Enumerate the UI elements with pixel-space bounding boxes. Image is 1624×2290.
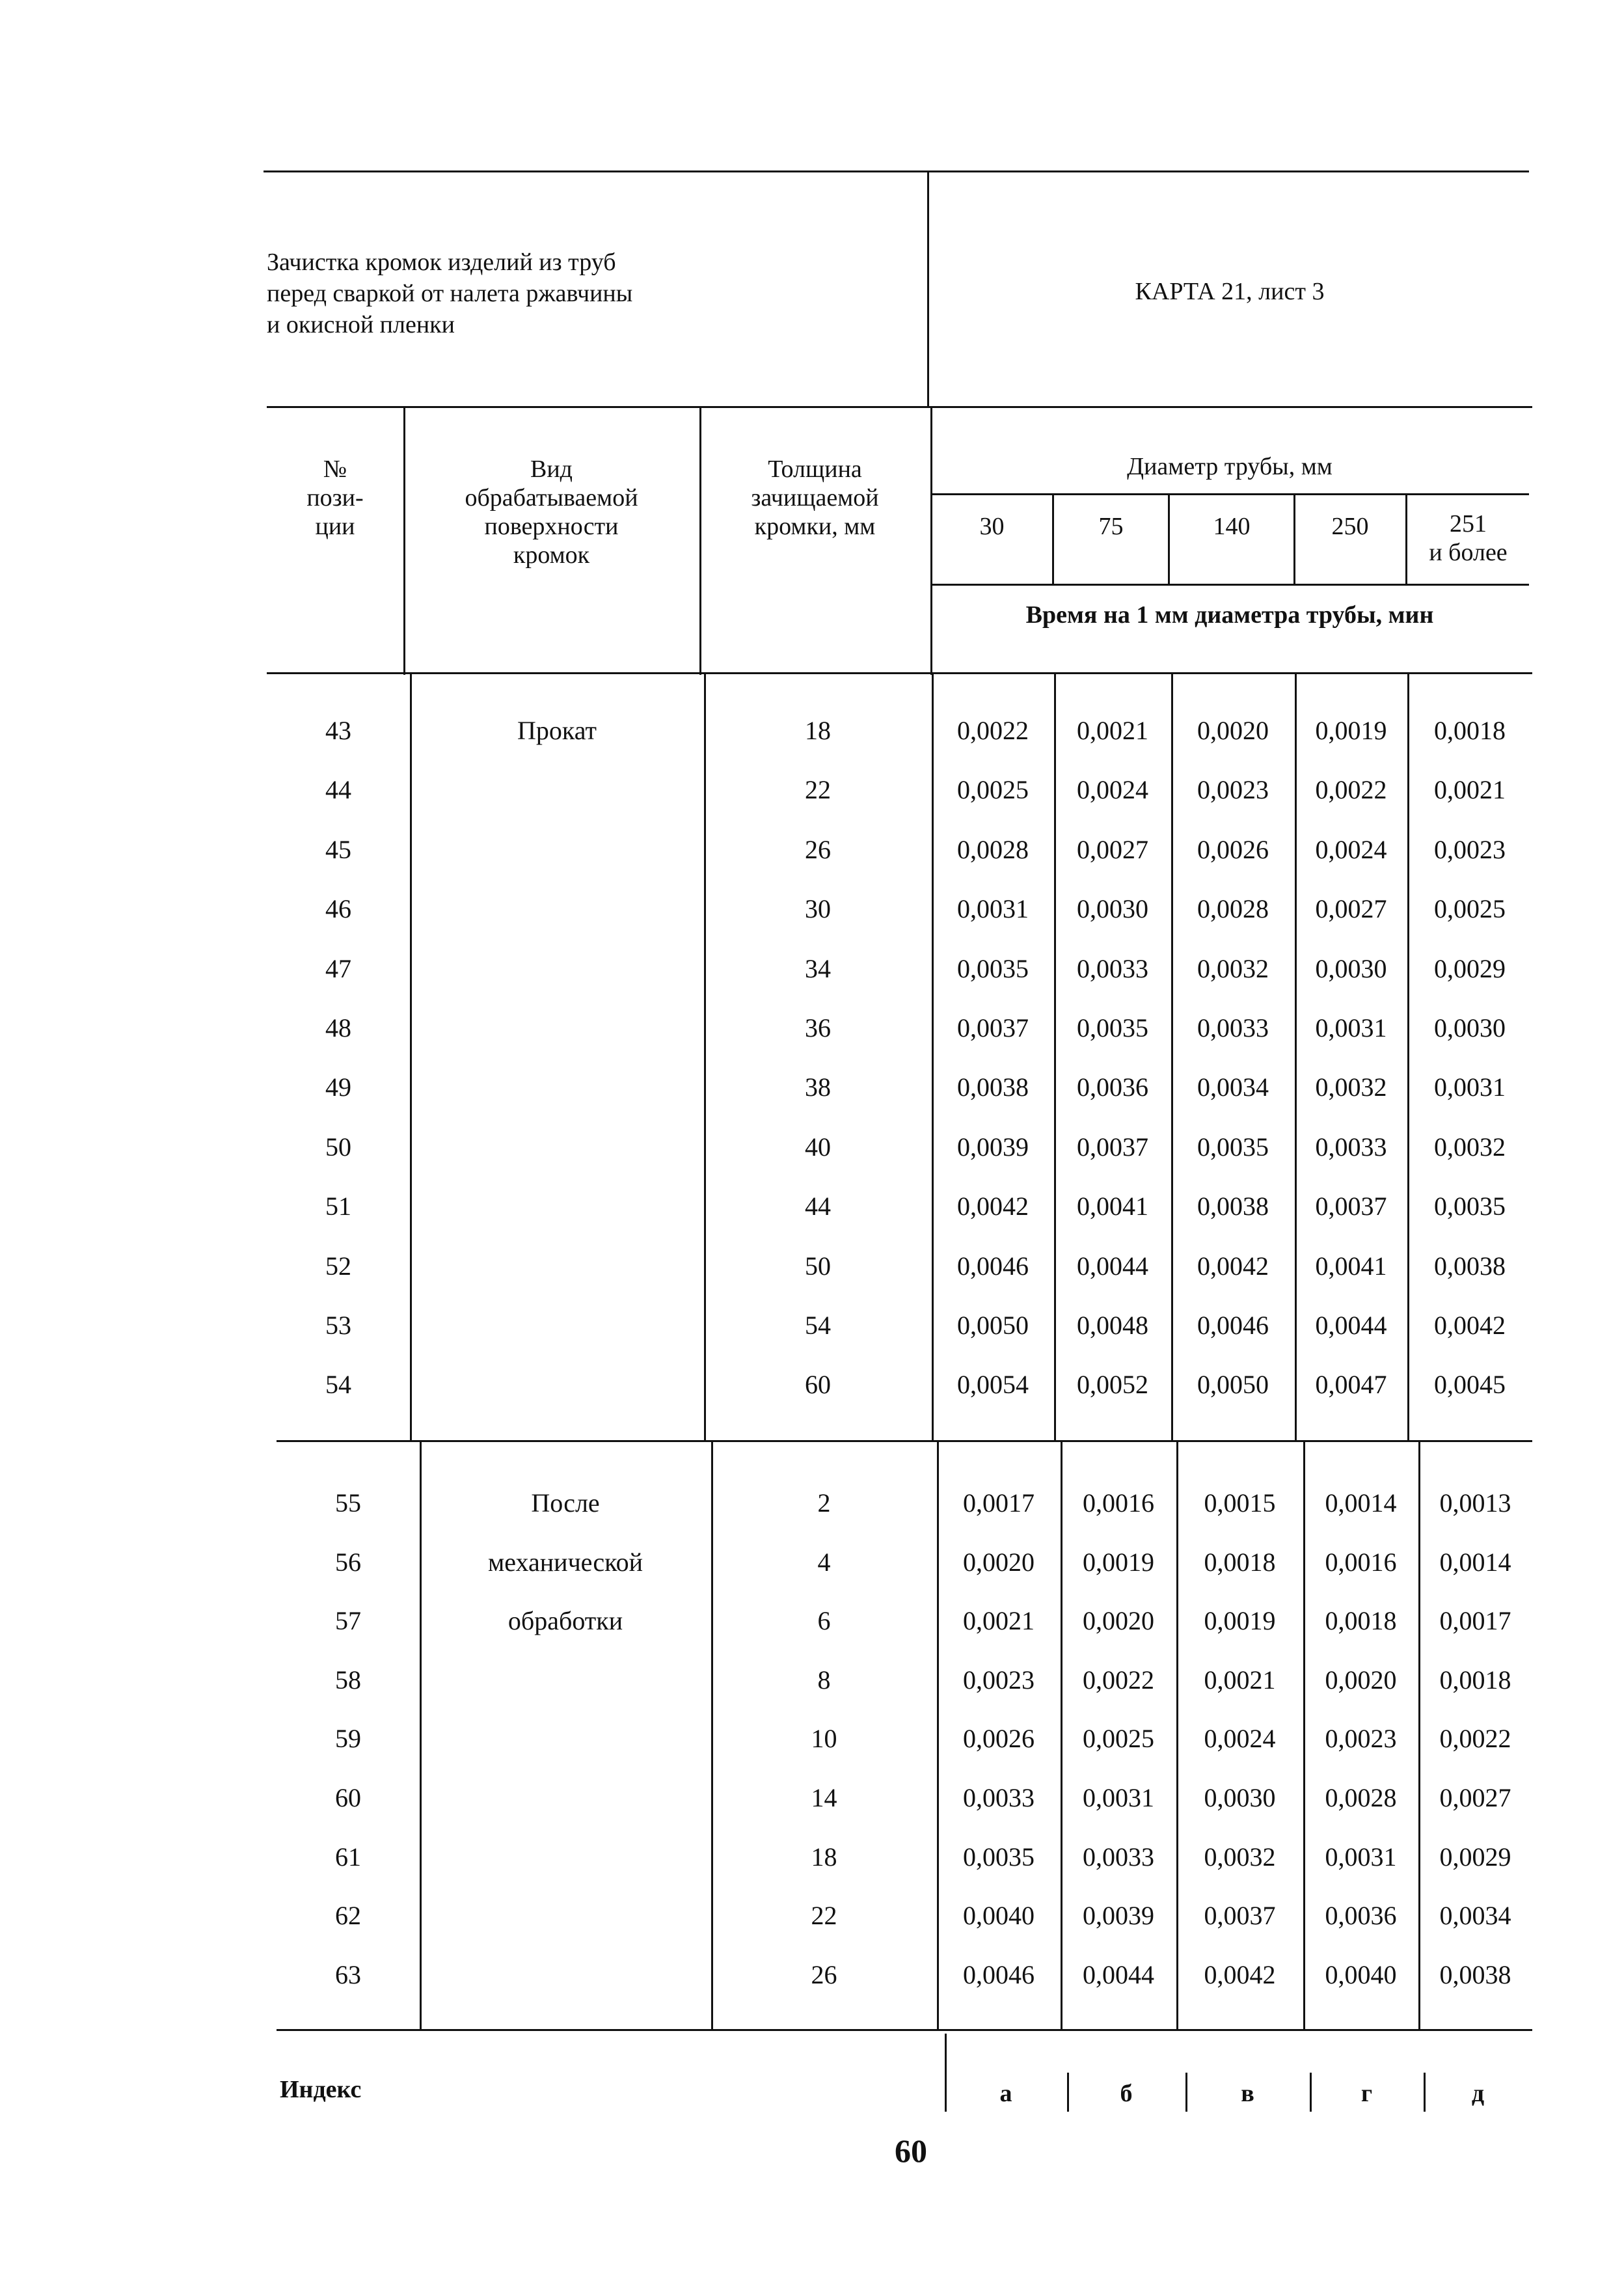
time-value: 0,0026 xyxy=(1197,834,1269,864)
time-value: 0,0019 xyxy=(1204,1606,1276,1636)
diameter-140: 140 xyxy=(1213,513,1251,540)
time-value: 0,0018 xyxy=(1325,1606,1397,1636)
edge-thickness: 40 xyxy=(805,1132,831,1162)
time-value: 0,0018 xyxy=(1434,716,1506,745)
time-value: 0,0040 xyxy=(963,1901,1035,1931)
time-value: 0,0038 xyxy=(1197,1192,1269,1221)
edge-thickness: 50 xyxy=(805,1251,831,1281)
time-value: 0,0013 xyxy=(1439,1488,1511,1518)
time-value: 0,0031 xyxy=(1315,1013,1387,1043)
header-surface-line-1: Вид xyxy=(530,456,573,483)
time-value: 0,0030 xyxy=(1315,953,1387,983)
time-value: 0,0025 xyxy=(1083,1724,1154,1754)
position-number: 60 xyxy=(335,1783,361,1812)
edge-thickness: 44 xyxy=(805,1192,831,1221)
time-value: 0,0033 xyxy=(1315,1132,1387,1162)
time-value: 0,0027 xyxy=(1315,894,1387,924)
time-value: 0,0020 xyxy=(963,1547,1035,1577)
time-value: 0,0035 xyxy=(963,1842,1035,1872)
edge-thickness: 6 xyxy=(817,1606,831,1636)
time-value: 0,0027 xyxy=(1077,834,1148,864)
diameter-251: 251 xyxy=(1450,510,1487,538)
time-value: 0,0019 xyxy=(1315,716,1387,745)
position-number: 50 xyxy=(325,1132,351,1162)
time-value: 0,0042 xyxy=(1434,1311,1506,1340)
time-value: 0,0022 xyxy=(957,716,1029,745)
header-num-line-1: № xyxy=(323,456,347,483)
time-value: 0,0026 xyxy=(963,1724,1035,1754)
time-value: 0,0033 xyxy=(1083,1842,1154,1872)
position-number: 44 xyxy=(325,775,351,805)
time-value: 0,0022 xyxy=(1439,1724,1511,1754)
time-value: 0,0014 xyxy=(1439,1547,1511,1577)
time-value: 0,0045 xyxy=(1434,1370,1506,1400)
edge-thickness: 36 xyxy=(805,1013,831,1043)
position-number: 52 xyxy=(325,1251,351,1281)
doc-title-line-1: Зачистка кромок изделий из труб xyxy=(267,249,616,276)
group-divider-rule xyxy=(277,1440,1532,1442)
time-value: 0,0016 xyxy=(1083,1488,1154,1518)
time-value: 0,0025 xyxy=(957,775,1029,805)
index-letter-v: в xyxy=(1241,2080,1254,2107)
time-value: 0,0025 xyxy=(1434,894,1506,924)
position-number: 61 xyxy=(335,1842,361,1872)
edge-thickness: 60 xyxy=(805,1370,831,1400)
time-value: 0,0035 xyxy=(1077,1013,1148,1043)
surface-type-label: Прокат xyxy=(517,716,597,745)
position-number: 58 xyxy=(335,1665,361,1695)
time-value: 0,0023 xyxy=(1197,775,1269,805)
time-value: 0,0047 xyxy=(1315,1370,1387,1400)
header-num-line-3: ции xyxy=(315,513,355,540)
position-number: 59 xyxy=(335,1724,361,1754)
time-value: 0,0044 xyxy=(1315,1311,1387,1340)
time-value: 0,0033 xyxy=(1077,953,1148,983)
position-number: 54 xyxy=(325,1370,351,1400)
time-value: 0,0016 xyxy=(1325,1547,1397,1577)
edge-thickness: 18 xyxy=(811,1842,837,1872)
surface-type-label: После xyxy=(531,1488,600,1518)
time-value: 0,0032 xyxy=(1434,1132,1506,1162)
time-value: 0,0035 xyxy=(957,953,1029,983)
index-letter-a: а xyxy=(999,2080,1012,2107)
time-value: 0,0036 xyxy=(1077,1072,1148,1102)
time-value: 0,0029 xyxy=(1439,1842,1511,1872)
header-num-line-2: пози- xyxy=(306,484,364,511)
time-value: 0,0036 xyxy=(1325,1901,1397,1931)
time-value: 0,0024 xyxy=(1077,775,1148,805)
surface-type-label: обработки xyxy=(508,1606,623,1636)
time-value: 0,0030 xyxy=(1434,1013,1506,1043)
edge-thickness: 2 xyxy=(817,1488,831,1518)
edge-thickness: 4 xyxy=(817,1547,831,1577)
position-number: 47 xyxy=(325,953,351,983)
edge-thickness: 8 xyxy=(817,1665,831,1695)
time-value: 0,0054 xyxy=(957,1370,1029,1400)
doc-title-line-2: перед сваркой от налета ржавчины xyxy=(267,280,633,307)
time-value: 0,0027 xyxy=(1439,1783,1511,1812)
time-value: 0,0044 xyxy=(1083,1959,1154,1989)
time-value: 0,0022 xyxy=(1083,1665,1154,1695)
diameter-values-rule xyxy=(930,584,1529,586)
edge-thickness: 38 xyxy=(805,1072,831,1102)
time-value: 0,0020 xyxy=(1325,1665,1397,1695)
time-value: 0,0031 xyxy=(1325,1842,1397,1872)
diameter-title: Диаметр трубы, мм xyxy=(1127,453,1333,480)
edge-thickness: 26 xyxy=(811,1959,837,1989)
header-surface-line-4: кромок xyxy=(513,541,590,569)
time-value: 0,0032 xyxy=(1204,1842,1276,1872)
header-surface-line-3: поверхности xyxy=(484,513,619,540)
time-value: 0,0034 xyxy=(1439,1901,1511,1931)
time-value: 0,0035 xyxy=(1434,1192,1506,1221)
time-value: 0,0024 xyxy=(1204,1724,1276,1754)
edge-thickness: 30 xyxy=(805,894,831,924)
time-value: 0,0032 xyxy=(1315,1072,1387,1102)
edge-thickness: 26 xyxy=(805,834,831,864)
col-divider-thickness xyxy=(930,408,932,675)
top-rule xyxy=(264,170,1529,172)
time-value: 0,0041 xyxy=(1315,1251,1387,1281)
time-value: 0,0030 xyxy=(1077,894,1148,924)
header-thickness-line-1: Толщина xyxy=(768,456,862,483)
time-value: 0,0032 xyxy=(1197,953,1269,983)
doc-title-line-3: и окисной пленки xyxy=(267,311,455,338)
time-value: 0,0033 xyxy=(963,1783,1035,1812)
time-value: 0,0042 xyxy=(1197,1251,1269,1281)
time-value: 0,0019 xyxy=(1083,1547,1154,1577)
diameter-251-extra: и более xyxy=(1429,539,1508,566)
time-value: 0,0050 xyxy=(957,1311,1029,1340)
g2-divider-pos xyxy=(420,1442,422,2031)
surface-type-label: механической xyxy=(487,1547,643,1577)
time-value: 0,0028 xyxy=(1325,1783,1397,1812)
position-number: 48 xyxy=(325,1013,351,1043)
time-value: 0,0039 xyxy=(957,1132,1029,1162)
time-value: 0,0020 xyxy=(1197,716,1269,745)
position-number: 55 xyxy=(335,1488,361,1518)
time-value: 0,0038 xyxy=(1439,1959,1511,1989)
time-value: 0,0037 xyxy=(1077,1132,1148,1162)
position-number: 45 xyxy=(325,834,351,864)
time-value: 0,0046 xyxy=(1197,1311,1269,1340)
time-title: Время на 1 мм диаметра трубы, мин xyxy=(1025,601,1434,629)
time-value: 0,0021 xyxy=(1077,716,1148,745)
position-number: 57 xyxy=(335,1606,361,1636)
diameter-title-rule xyxy=(930,493,1529,495)
page-number: 60 xyxy=(895,2133,927,2169)
position-number: 62 xyxy=(335,1901,361,1931)
diameter-75: 75 xyxy=(1098,513,1124,540)
edge-thickness: 18 xyxy=(805,716,831,745)
table-bottom-rule xyxy=(277,2029,1532,2031)
time-value: 0,0023 xyxy=(1434,834,1506,864)
time-value: 0,0014 xyxy=(1325,1488,1397,1518)
time-value: 0,0022 xyxy=(1315,775,1387,805)
time-value: 0,0046 xyxy=(957,1251,1029,1281)
time-value: 0,0031 xyxy=(1083,1783,1154,1812)
position-number: 46 xyxy=(325,894,351,924)
time-value: 0,0048 xyxy=(1077,1311,1148,1340)
time-value: 0,0042 xyxy=(1204,1959,1276,1989)
time-value: 0,0031 xyxy=(1434,1072,1506,1102)
time-value: 0,0017 xyxy=(1439,1606,1511,1636)
header-thickness-line-2: зачищаемой xyxy=(751,484,879,511)
time-value: 0,0037 xyxy=(957,1013,1029,1043)
header-surface-line-2: обрабатываемой xyxy=(465,484,638,511)
card-reference: КАРТА 21, лист 3 xyxy=(1135,278,1325,305)
time-value: 0,0018 xyxy=(1204,1547,1276,1577)
time-value: 0,0046 xyxy=(963,1959,1035,1989)
index-letter-b: б xyxy=(1120,2080,1133,2107)
edge-thickness: 14 xyxy=(811,1783,837,1812)
time-value: 0,0038 xyxy=(1434,1251,1506,1281)
time-value: 0,0039 xyxy=(1083,1901,1154,1931)
time-value: 0,0042 xyxy=(957,1192,1029,1221)
time-value: 0,0021 xyxy=(963,1606,1035,1636)
time-value: 0,0030 xyxy=(1204,1783,1276,1812)
time-value: 0,0033 xyxy=(1197,1013,1269,1043)
time-value: 0,0037 xyxy=(1204,1901,1276,1931)
time-value: 0,0038 xyxy=(957,1072,1029,1102)
index-label: Индекс xyxy=(280,2076,362,2103)
time-value: 0,0044 xyxy=(1077,1251,1148,1281)
header-thickness-line-3: кромки, мм xyxy=(754,513,876,540)
time-value: 0,0023 xyxy=(963,1665,1035,1695)
edge-thickness: 22 xyxy=(811,1901,837,1931)
edge-thickness: 54 xyxy=(805,1311,831,1340)
edge-thickness: 34 xyxy=(805,953,831,983)
title-bottom-rule xyxy=(267,406,1532,408)
time-value: 0,0020 xyxy=(1083,1606,1154,1636)
position-number: 51 xyxy=(325,1192,351,1221)
header-bottom-rule xyxy=(267,672,1532,674)
time-value: 0,0021 xyxy=(1204,1665,1276,1695)
index-letter-g: г xyxy=(1360,2080,1373,2107)
position-number: 63 xyxy=(335,1959,361,1989)
diameter-30: 30 xyxy=(979,513,1005,540)
position-number: 43 xyxy=(325,716,351,745)
edge-thickness: 22 xyxy=(805,775,831,805)
time-value: 0,0018 xyxy=(1439,1665,1511,1695)
position-number: 56 xyxy=(335,1547,361,1577)
time-value: 0,0017 xyxy=(963,1488,1035,1518)
time-value: 0,0040 xyxy=(1325,1959,1397,1989)
time-value: 0,0050 xyxy=(1197,1370,1269,1400)
position-number: 53 xyxy=(325,1311,351,1340)
time-value: 0,0029 xyxy=(1434,953,1506,983)
index-letter-d: д xyxy=(1471,2080,1485,2107)
time-value: 0,0015 xyxy=(1204,1488,1276,1518)
time-value: 0,0028 xyxy=(1197,894,1269,924)
time-value: 0,0041 xyxy=(1077,1192,1148,1221)
time-value: 0,0021 xyxy=(1434,775,1506,805)
g1-divider-pos xyxy=(410,674,412,1442)
time-value: 0,0034 xyxy=(1197,1072,1269,1102)
time-value: 0,0024 xyxy=(1315,834,1387,864)
col-divider-surface xyxy=(699,408,701,675)
time-value: 0,0052 xyxy=(1077,1370,1148,1400)
position-number: 49 xyxy=(325,1072,351,1102)
time-value: 0,0031 xyxy=(957,894,1029,924)
time-value: 0,0023 xyxy=(1325,1724,1397,1754)
edge-thickness: 10 xyxy=(811,1724,837,1754)
time-value: 0,0035 xyxy=(1197,1132,1269,1162)
header-divider xyxy=(927,170,929,408)
time-value: 0,0037 xyxy=(1315,1192,1387,1221)
diameter-250: 250 xyxy=(1331,513,1369,540)
time-value: 0,0028 xyxy=(957,834,1029,864)
